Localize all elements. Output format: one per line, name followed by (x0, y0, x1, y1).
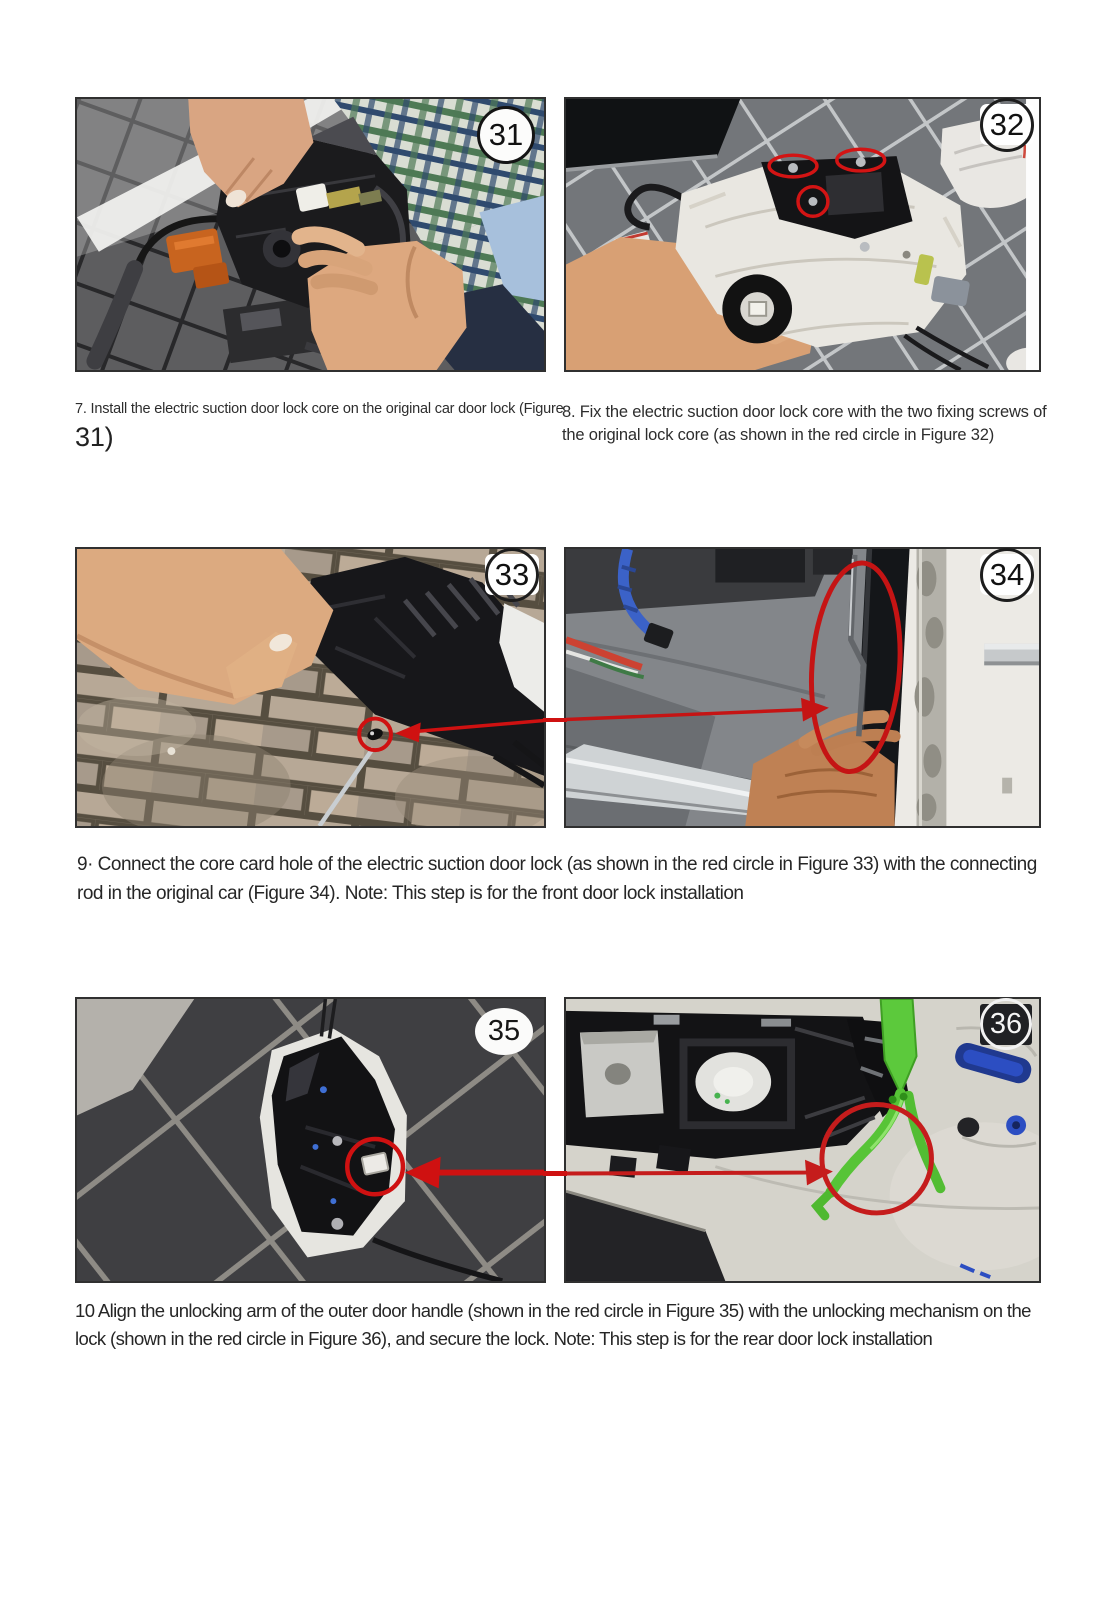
step-8-text (562, 401, 1062, 448)
figure-number-badge (980, 1004, 1032, 1045)
figure-35-illustration (77, 999, 544, 1281)
figure-36-illustration (566, 999, 1039, 1281)
figure-number: 36 (989, 1008, 1023, 1040)
step-8-body: 8. Fix the electric suction door lock core with the two fixing screws of the original lock core (as shown in the red circle in Figure 32) (562, 403, 1047, 445)
step-10-body: 10 Align the unlocking arm of the outer door handle (shown in the red circle in Figure 35) with the unlocking mechanism on the lock (shown in the red circle in Figure 36), and secure the lock. Note: This step is for the rear door lock installation (75, 1300, 1031, 1349)
figure-number-badge (980, 104, 1034, 145)
figure-33-illustration (77, 549, 544, 826)
figure-32-illustration (566, 99, 1039, 370)
figure-33-photo (75, 547, 546, 828)
figure-31-illustration (77, 99, 544, 370)
figure-31-photo (75, 97, 546, 372)
figure-36-photo (564, 997, 1041, 1283)
figure-number: 31 (488, 117, 524, 152)
step-7-figure-ref: 31) (75, 422, 114, 453)
step-10-text (75, 1297, 1060, 1353)
figure-number-badge (485, 554, 539, 595)
figure-number: 35 (487, 1015, 521, 1047)
figure-34-illustration (566, 549, 1039, 826)
figure-35-photo (75, 997, 546, 1283)
figure-32-photo (564, 97, 1041, 372)
figure-number-badge (477, 106, 535, 164)
step-9-body: 9· Connect the core card hole of the electric suction door lock (as shown in the red circle in Figure 33) with the connecting rod in the original car (Figure 34). Note: This step is for the front door lock installation (77, 854, 1037, 904)
figure-number-badge (980, 554, 1034, 595)
step-9-text (77, 851, 1052, 908)
figure-number: 34 (989, 556, 1025, 592)
figure-connector-line (543, 718, 567, 722)
step-7-text (75, 399, 575, 453)
figure-34-photo (564, 547, 1041, 828)
figure-number-badge (475, 1008, 533, 1055)
step-7-body: 7. Install the electric suction door lock core on the original car door lock (Figure (75, 401, 564, 417)
figure-number: 32 (989, 106, 1025, 142)
figure-connector-line (543, 1171, 567, 1176)
figure-number: 33 (494, 556, 530, 592)
